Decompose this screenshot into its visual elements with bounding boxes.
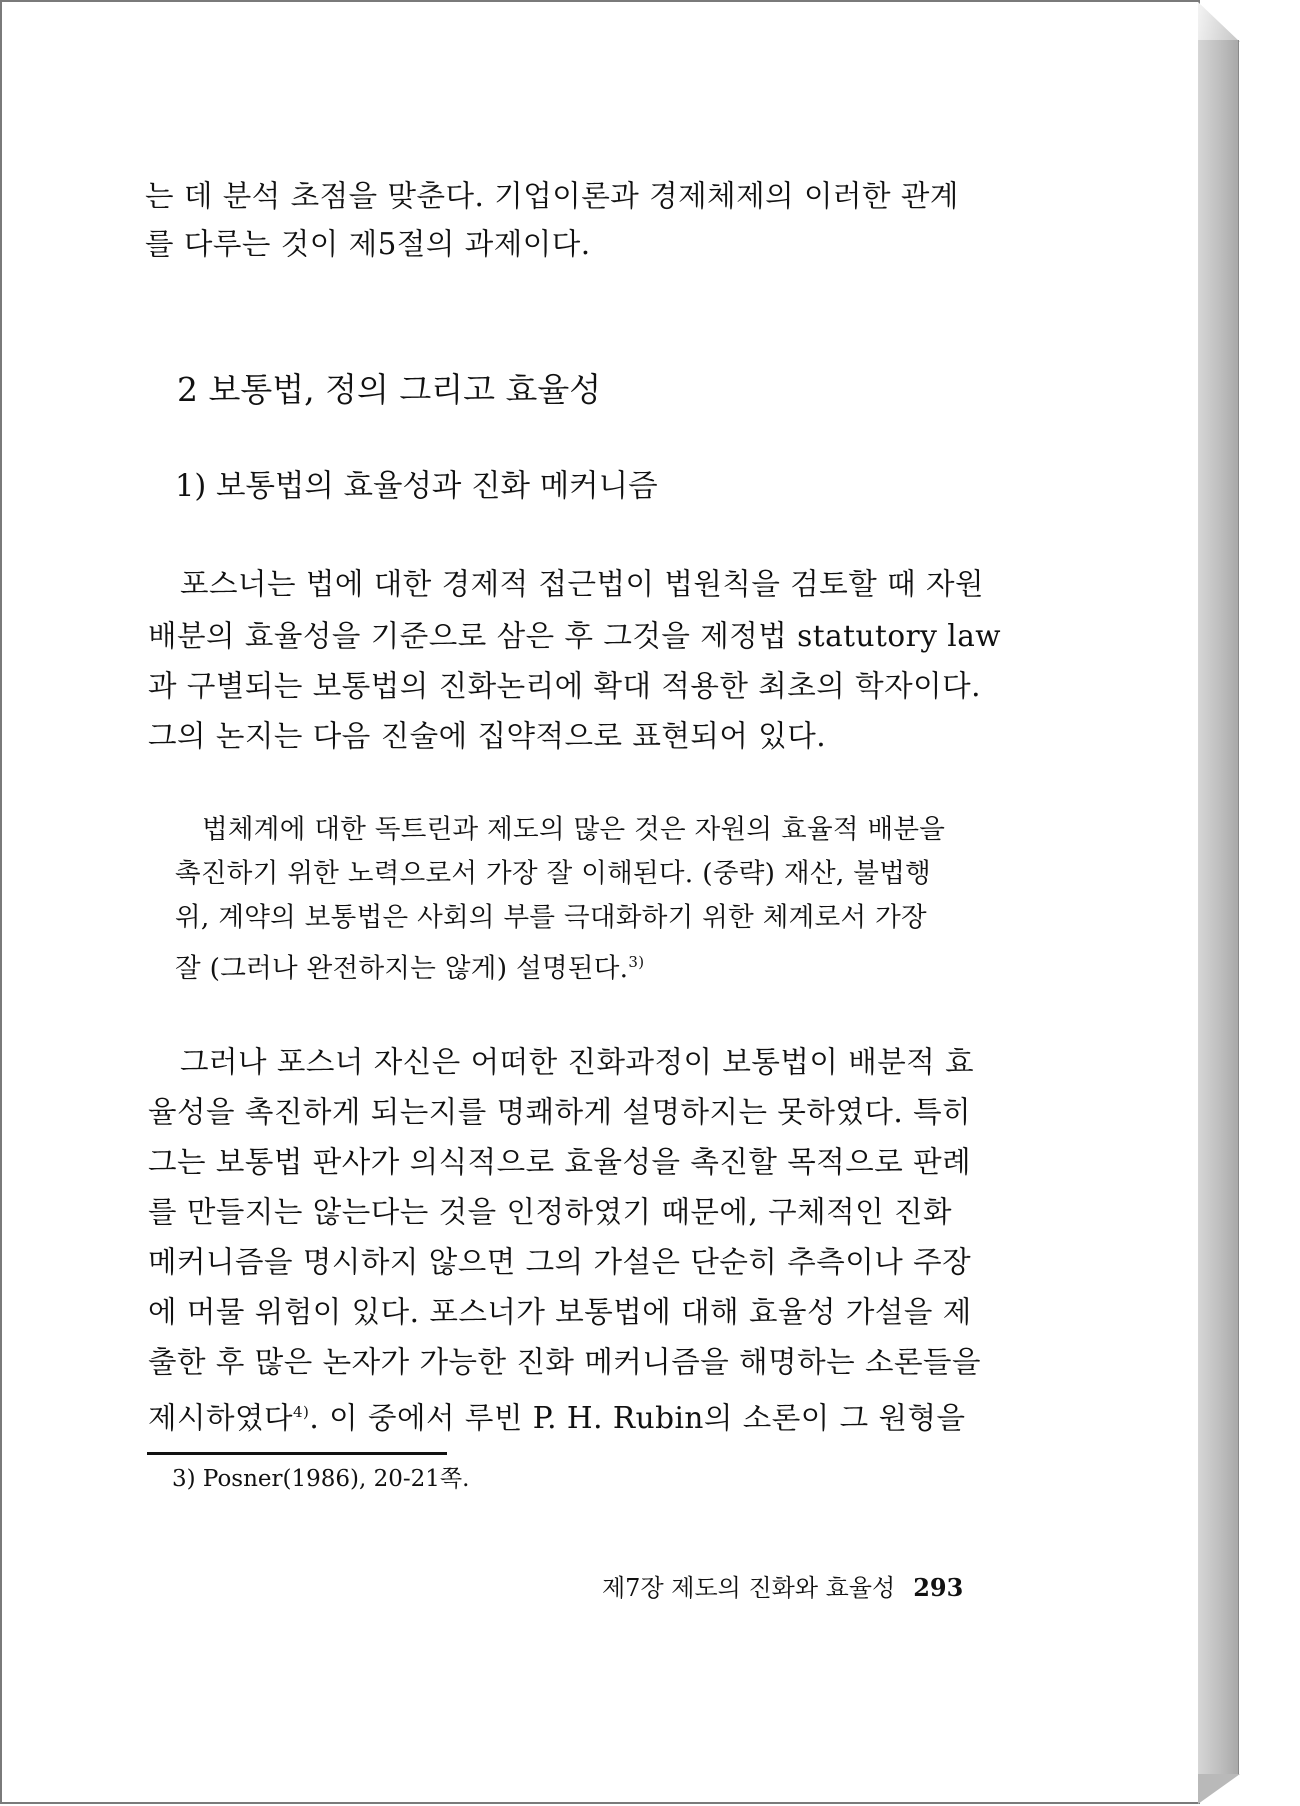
posner-line-1: 포스너는 법에 대한 경제적 접근법이 법원칙을 검토할 때 자원 <box>180 567 984 601</box>
running-footer <box>602 1572 963 1604</box>
page-edge-bottom <box>1198 1774 1240 1804</box>
posner-line-4: 그의 논지는 다음 진술에 집약적으로 표현되어 있다. <box>148 719 827 753</box>
evolution-line-8 <box>148 1392 966 1438</box>
book-spine-edge <box>1198 40 1239 1775</box>
posner-line-2: 배분의 효율성을 기준으로 삼은 후 그것을 제정법 statutory law <box>148 619 1002 653</box>
intro-line-1: 는 데 분석 초점을 맞춘다. 기업이론과 경제체제의 이러한 관계 <box>145 179 959 213</box>
posner-line-3: 과 구별되는 보통법의 진화논리에 확대 적용한 최초의 학자이다. <box>148 669 981 703</box>
footnote-ref-4: 4) <box>293 1403 310 1421</box>
section-heading: 2 보통법, 정의 그리고 효율성 <box>177 370 602 409</box>
page-number: 293 <box>913 1573 964 1602</box>
evolution-line-7: 출한 후 많은 논자가 가능한 진화 메커니즘을 해명하는 소론들을 <box>148 1345 981 1379</box>
footnote-3: 3) Posner(1986), 20-21쪽. <box>172 1466 470 1492</box>
evolution-line-3: 그는 보통법 판사가 의식적으로 효율성을 촉진할 목적으로 판례 <box>148 1145 972 1179</box>
quote-line-2: 촉진하기 위한 노력으로서 가장 잘 이해된다. (중략) 재산, 불법행 <box>175 858 931 889</box>
quote-line-3: 위, 계약의 보통법은 사회의 부를 극대화하기 위한 체계로서 가장 <box>175 902 927 933</box>
evolution-line-6: 에 머물 위험이 있다. 포스너가 보통법에 대해 효율성 가설을 제 <box>148 1295 972 1329</box>
intro-line-2: 를 다루는 것이 제5절의 과제이다. <box>145 227 591 261</box>
evolution-line-5: 메커니즘을 명시하지 않으면 그의 가설은 단순히 추측이나 주장 <box>148 1245 972 1279</box>
footnote-ref-3: 3) <box>628 953 645 971</box>
quote-line-4 <box>175 944 644 987</box>
subsection-heading: 1) 보통법의 효율성과 진화 메커니즘 <box>175 469 658 504</box>
evolution-line-8-end: . 이 중에서 루빈 P. H. Rubin의 소론이 그 원형을 <box>309 1400 966 1435</box>
evolution-line-2: 율성을 촉진하게 되는지를 명쾌하게 설명하지는 못하였다. 특히 <box>148 1095 972 1129</box>
page-edge-top <box>1198 2 1240 42</box>
evolution-line-1: 그러나 포스너 자신은 어떠한 진화과정이 보통법이 배분적 효 <box>180 1045 975 1079</box>
footnote-divider <box>147 1452 447 1455</box>
quote-line-4-text: 잘 (그러나 완전하지는 않게) 설명된다. <box>175 952 629 984</box>
evolution-line-4: 를 만들지는 않는다는 것을 인정하였기 때문에, 구체적인 진화 <box>148 1195 952 1229</box>
evolution-line-8-start: 제시하였다 <box>148 1400 293 1435</box>
quote-line-1: 법체계에 대한 독트린과 제도의 많은 것은 자원의 효율적 배분을 <box>202 814 946 845</box>
chapter-title: 제7장 제도의 진화와 효율성 <box>602 1574 896 1602</box>
